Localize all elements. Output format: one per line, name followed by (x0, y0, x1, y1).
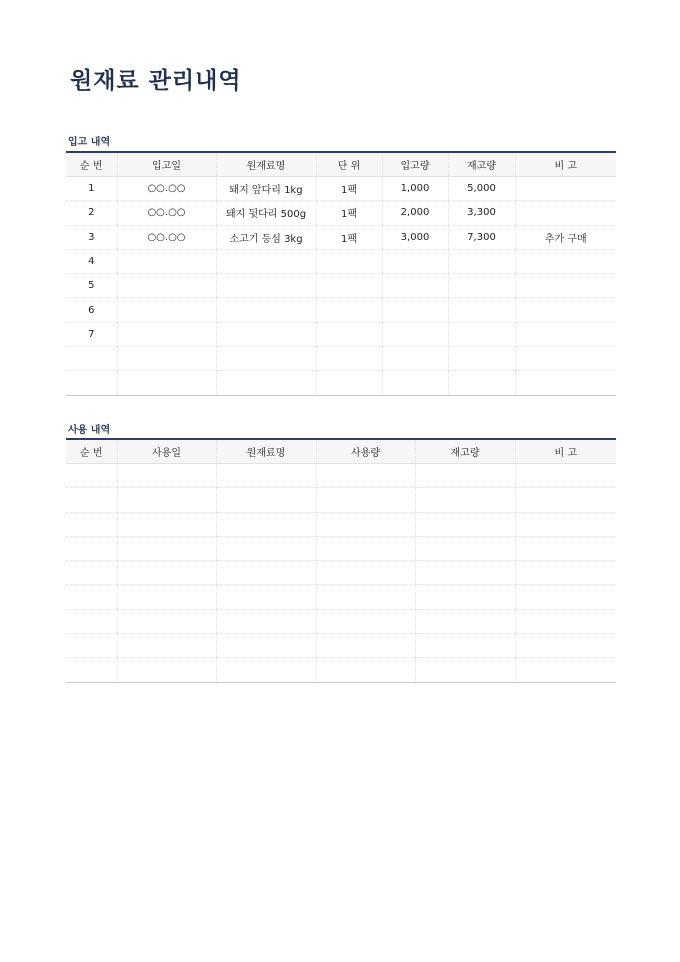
table-cell (117, 512, 216, 536)
table-cell (117, 274, 216, 298)
table-cell (448, 298, 515, 322)
table-cell (316, 249, 382, 273)
table-cell (66, 585, 117, 609)
table-cell (515, 298, 616, 322)
table-cell (117, 488, 216, 512)
table-cell: 1,000 (382, 177, 448, 201)
table-cell (515, 561, 616, 585)
table-cell (448, 322, 515, 346)
incoming-table (66, 151, 616, 396)
table-row (66, 322, 616, 346)
table-cell (515, 177, 616, 201)
table-cell (515, 536, 616, 560)
column-header: 원재료명 (216, 152, 316, 177)
table-cell (448, 347, 515, 371)
table-row (66, 561, 616, 585)
table-cell (515, 322, 616, 346)
table-cell: 추가 구매 (515, 225, 616, 249)
usage-table-body (66, 464, 616, 683)
table-cell (316, 658, 415, 682)
table-cell (117, 634, 216, 658)
table-cell (415, 585, 515, 609)
table-cell (515, 488, 616, 512)
table-cell (415, 536, 515, 560)
table-cell (382, 274, 448, 298)
table-cell: 돼지 뒷다리 500g (216, 201, 316, 225)
table-cell (66, 658, 117, 682)
table-cell (117, 585, 216, 609)
table-cell: 1 (66, 177, 117, 201)
table-cell (216, 512, 316, 536)
table-cell (316, 536, 415, 560)
table-cell (216, 274, 316, 298)
table-cell: 2,000 (382, 201, 448, 225)
table-cell (66, 488, 117, 512)
table-row (66, 512, 616, 536)
table-cell (117, 298, 216, 322)
table-cell (415, 464, 515, 488)
column-header: 원재료명 (216, 439, 316, 464)
table-row (66, 177, 616, 201)
column-header: 사용량 (316, 439, 415, 464)
table-cell: 1팩 (316, 201, 382, 225)
table-cell (117, 464, 216, 488)
table-cell (117, 609, 216, 633)
table-cell: 1팩 (316, 225, 382, 249)
table-cell (66, 347, 117, 371)
table-cell (66, 512, 117, 536)
table-row (66, 371, 616, 395)
table-cell (415, 512, 515, 536)
table-cell: 2 (66, 201, 117, 225)
table-cell: ○○.○○ (117, 225, 216, 249)
table-row (66, 225, 616, 249)
table-cell (515, 464, 616, 488)
table-cell (382, 249, 448, 273)
table-row (66, 585, 616, 609)
table-cell (216, 464, 316, 488)
table-row (66, 536, 616, 560)
table-cell (216, 322, 316, 346)
incoming-section-label: 입고 내역 (68, 137, 111, 148)
table-cell: 3,300 (448, 201, 515, 225)
table-cell (316, 347, 382, 371)
table-cell (415, 609, 515, 633)
table-cell (415, 658, 515, 682)
table-cell (415, 634, 515, 658)
table-cell (515, 274, 616, 298)
table-cell (216, 347, 316, 371)
table-cell (216, 249, 316, 273)
table-cell (117, 322, 216, 346)
table-cell (117, 249, 216, 273)
table-cell: 3 (66, 225, 117, 249)
column-header: 순 번 (66, 439, 117, 464)
table-cell (515, 201, 616, 225)
table-cell: 소고기 등심 3kg (216, 225, 316, 249)
table-cell (515, 347, 616, 371)
table-row (66, 249, 616, 273)
table-cell: 돼지 앞다리 1kg (216, 177, 316, 201)
table-cell: 4 (66, 249, 117, 273)
table-cell (66, 371, 117, 395)
table-cell (316, 512, 415, 536)
table-cell (216, 609, 316, 633)
table-cell (382, 347, 448, 371)
usage-section-label: 사용 내역 (68, 425, 111, 436)
table-cell (66, 561, 117, 585)
table-cell (316, 488, 415, 512)
table-cell (415, 561, 515, 585)
table-cell: ○○.○○ (117, 177, 216, 201)
incoming-table-body (66, 177, 616, 396)
table-cell (316, 274, 382, 298)
column-header: 순 번 (66, 152, 117, 177)
table-cell: 1팩 (316, 177, 382, 201)
table-cell (66, 464, 117, 488)
column-header: 입고일 (117, 152, 216, 177)
table-cell: 5,000 (448, 177, 515, 201)
table-row (66, 488, 616, 512)
table-cell (415, 488, 515, 512)
table-cell (316, 634, 415, 658)
table-cell (316, 371, 382, 395)
table-cell (515, 249, 616, 273)
table-cell (117, 561, 216, 585)
column-header: 재고량 (415, 439, 515, 464)
table-row (66, 658, 616, 682)
incoming-header-row (66, 152, 616, 177)
table-cell (216, 371, 316, 395)
table-cell (382, 371, 448, 395)
table-cell (66, 609, 117, 633)
table-cell (66, 536, 117, 560)
table-cell (316, 322, 382, 346)
table-cell (448, 249, 515, 273)
table-cell (117, 658, 216, 682)
table-cell (448, 371, 515, 395)
table-cell: 7 (66, 322, 117, 346)
table-cell (316, 585, 415, 609)
table-cell: 3,000 (382, 225, 448, 249)
table-cell (216, 634, 316, 658)
table-cell (316, 464, 415, 488)
table-row (66, 274, 616, 298)
usage-table (66, 438, 616, 683)
table-row (66, 201, 616, 225)
table-cell (216, 561, 316, 585)
table-cell (316, 609, 415, 633)
column-header: 사용일 (117, 439, 216, 464)
table-row (66, 609, 616, 633)
table-cell: 5 (66, 274, 117, 298)
table-cell (216, 585, 316, 609)
table-cell (216, 536, 316, 560)
table-row (66, 464, 616, 488)
table-cell (382, 298, 448, 322)
table-cell: 7,300 (448, 225, 515, 249)
table-cell (515, 609, 616, 633)
column-header: 단 위 (316, 152, 382, 177)
table-cell (117, 347, 216, 371)
table-cell (117, 536, 216, 560)
column-header: 비 고 (515, 152, 616, 177)
table-cell: ○○.○○ (117, 201, 216, 225)
table-row (66, 298, 616, 322)
table-cell (515, 512, 616, 536)
table-cell (66, 634, 117, 658)
table-cell (448, 274, 515, 298)
table-row (66, 347, 616, 371)
table-row (66, 634, 616, 658)
table-cell (216, 488, 316, 512)
table-cell: 6 (66, 298, 117, 322)
table-cell (216, 298, 316, 322)
table-cell (515, 371, 616, 395)
table-cell (216, 658, 316, 682)
column-header: 비 고 (515, 439, 616, 464)
table-cell (515, 585, 616, 609)
table-cell (117, 371, 216, 395)
table-cell (316, 298, 382, 322)
table-cell (382, 322, 448, 346)
table-cell (316, 561, 415, 585)
usage-header-row (66, 439, 616, 464)
column-header: 입고량 (382, 152, 448, 177)
table-cell (515, 658, 616, 682)
column-header: 재고량 (448, 152, 515, 177)
page-title: 원재료 관리내역 (70, 68, 242, 94)
table-cell (515, 634, 616, 658)
